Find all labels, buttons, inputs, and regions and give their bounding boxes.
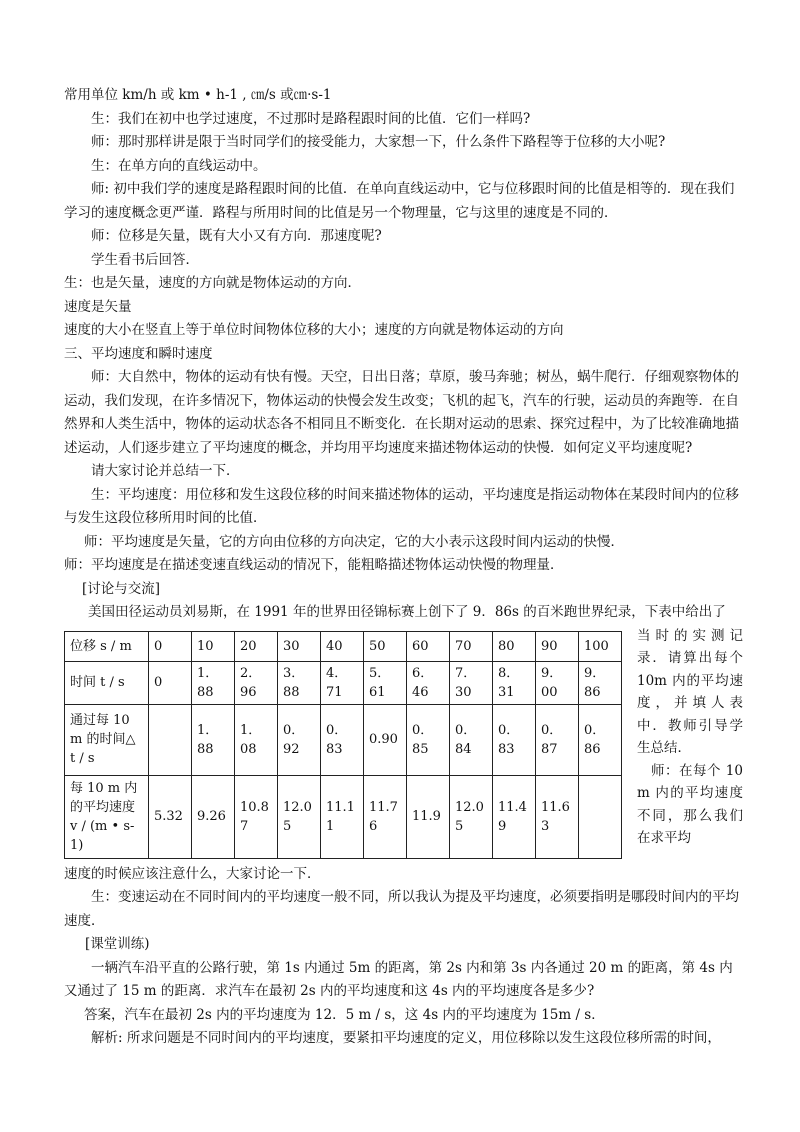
after-table-line: 速度的时候应该注意什么，大家讨论一下． (64, 865, 321, 882)
velocity-vector-line: 速度是矢量 (64, 298, 132, 315)
table-cell: 每 10 m 内的平均速度 v / (m • s-1) (65, 775, 149, 858)
table-cell: 0．87 (536, 704, 579, 775)
teacher-line-5: 师：平均速度是矢量，它的方向由位移的方向决定，它的大小表示这段时间内运动的快慢． (84, 533, 624, 550)
table-cell: 20 (235, 631, 278, 661)
table-cell: 6．46 (407, 661, 450, 704)
data-table (64, 631, 622, 859)
table-cell: 9．86 (579, 661, 622, 704)
table-cell: 2．96 (235, 661, 278, 704)
table-cell: 1．88 (192, 661, 235, 704)
table-section (64, 625, 744, 863)
table-cell: 1．88 (192, 704, 235, 775)
student-line-3: 生：也是矢量，速度的方向就是物体运动的方向． (64, 275, 361, 291)
table-cell: 11.76 (364, 775, 407, 858)
table-cell: 90 (536, 631, 579, 661)
table-cell: 位移 s / m (65, 631, 149, 661)
table-side-text (637, 625, 743, 850)
teacher-paragraph-4: 师：大自然中，物体的运动有快有慢。天空，日出日落；草原，骏马奔驰；树丛，蜗牛爬行．仔细观察物体的运动，我们发现，在许多情况下，物体运动的快慢会发生改变；飞机的起飞，汽车的行驶，运动员的奔跑等．在自然界和人类生活中，物体的运动状态各不相同且不断变化．在长期对运动的思索、探究过程中，为了比较准确地描述运动，人们逐步建立了平均速度的概念，并均用平均速度来描述物体运动的快慢．如何定义平均速度呢? (64, 369, 739, 456)
student-paragraph-5: 生：变速运动在不同时间内的平均速度一般不同，所以我认为提及平均速度，必须要指明是哪段时间内的平均速度． (64, 889, 739, 929)
table-cell: 10.87 (235, 775, 278, 858)
lewis-line: 美国田径运动员刘易斯，在 1991 年的世界田径锦标赛上创下了 9．86s 的百米跑世界纪录，下表中给出了 (88, 604, 726, 620)
table-row-displacement (65, 631, 622, 661)
table-cell: 0．84 (450, 704, 493, 775)
discuss-line: 请大家讨论并总结一下． (91, 463, 240, 479)
table-row-avg-speed (65, 775, 622, 858)
table-cell: 8．31 (493, 661, 536, 704)
table-cell: 通过每 10 m 的时间△ t / s (65, 704, 149, 775)
table-cell: 70 (450, 631, 493, 661)
student-line-1: 生：我们在初中也学过速度，不过那时是路程跟时间的比值．它们一样吗? (91, 110, 531, 127)
table-cell (579, 775, 622, 858)
student-line-2: 生：在单方向的直线运动中。 (91, 157, 267, 174)
table-cell: 100 (579, 631, 622, 661)
section-heading: 三、平均速度和瞬时速度 (64, 345, 213, 362)
table-cell: 1．08 (235, 704, 278, 775)
table-cell: 0.90 (364, 704, 407, 775)
table-cell (149, 704, 192, 775)
table-cell: 11.11 (321, 775, 364, 858)
table-cell: 0 (149, 631, 192, 661)
teacher-paragraph-2: 师: 初中我们学的速度是路程跟时间的比值．在单向直线运动中，它与位移跟时间的比值是相等的．现在我们学习的速度概念更严谨．路程与所用时间的比值是另一个物理量，它与这里的速度是不同的． (64, 181, 735, 221)
table-cell: 0．86 (579, 704, 622, 775)
table-cell: 40 (321, 631, 364, 661)
training-heading: [课堂训练) (85, 936, 150, 952)
table-cell: 时间 t / s (65, 661, 149, 704)
table-cell: 9.26 (192, 775, 235, 858)
student-read-line: 学生看书后回答． (91, 251, 199, 268)
table-cell: 11.63 (536, 775, 579, 858)
table-cell: 0 (149, 661, 192, 704)
side-instruction: 当时的实测记录．请算出每个 10m 内的平均速度，并填人表中．教师引导学生总结． (637, 627, 743, 756)
table-cell: 3．88 (278, 661, 321, 704)
teacher-line-6: 师：平均速度是在描述变速直线运动的情况下，能粗略描述物体运动快慢的物理量． (64, 557, 564, 573)
table-cell: 11.49 (493, 775, 536, 858)
document-page (64, 84, 744, 1051)
teacher-line-3: 师：位移是矢量，既有大小又有方向．那速度呢? (91, 228, 382, 244)
table-cell: 5．61 (364, 661, 407, 704)
table-cell: 0．92 (278, 704, 321, 775)
answer-line: 答案，汽车在最初 2s 内的平均速度为 12．5 m / s，这 4s 内的平均速度为 15m / s． (84, 1006, 605, 1023)
table-cell: 12.05 (450, 775, 493, 858)
table-cell: 0．83 (493, 704, 536, 775)
table-cell: 9．00 (536, 661, 579, 704)
table-cell: 0．83 (321, 704, 364, 775)
table-cell: 30 (278, 631, 321, 661)
table-cell: 10 (192, 631, 235, 661)
teacher-line-1: 师：那时那样讲是限于当时同学们的接受能力，大家想一下，什么条件下路程等于位移的大小呢? (91, 134, 666, 150)
table-cell: 80 (493, 631, 536, 661)
table-cell: 50 (364, 631, 407, 661)
table-cell: 7．30 (450, 661, 493, 704)
table-cell: 11.9 (407, 775, 450, 858)
table-cell: 0．85 (407, 704, 450, 775)
table-cell: 12.05 (278, 775, 321, 858)
units-line: 常用单位 km/h 或 km • h-1 , ㎝/s 或㎝·s-1 (64, 87, 332, 103)
side-teacher: 师：在每个 10m 内的平均速度不同，那么我们在求平均 (637, 762, 743, 846)
exchange-heading: [讨论与交流] (82, 580, 161, 597)
velocity-definition-line: 速度的大小在竖直上等于单位时间物体位移的大小；速度的方向就是物体运动的方向 (64, 322, 564, 338)
table-cell: 60 (407, 631, 450, 661)
student-paragraph-4: 生：平均速度：用位移和发生这段位移的时间来描述物体的运动，平均速度是指运动物体在某段时间内的位移与发生这段位移所用时间的比值． (64, 486, 739, 526)
table-row-time (65, 661, 622, 704)
table-row-interval (65, 704, 622, 775)
table-cell: 4．71 (321, 661, 364, 704)
explanation-line: 解析: 所求问题是不同时间内的平均速度，要紧扣平均速度的定义，用位移除以发生这段位移所需的时间， (91, 1030, 721, 1046)
question-paragraph: 一辆汽车沿平直的公路行驶，第 1s 内通过 5m 的距离，第 2s 内和第 3s 内各通过 20 m 的距离，第 4s 内又通过了 15 m 的距离．求汽车在最初 2s 内的平均速度和这 4s 内的平均速度各是多少? (64, 959, 733, 999)
table-cell: 5.32 (149, 775, 192, 858)
